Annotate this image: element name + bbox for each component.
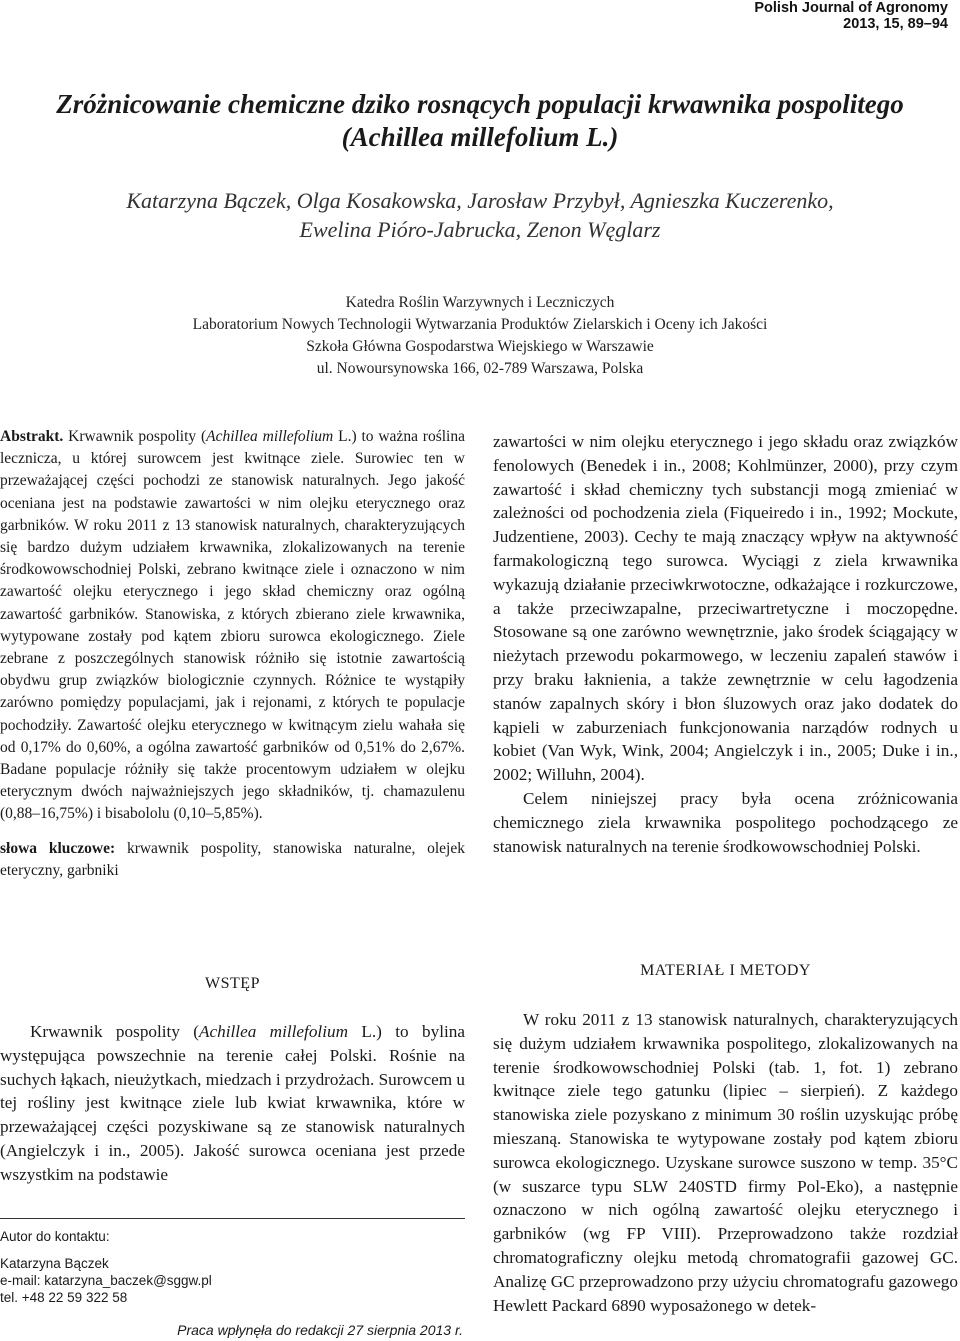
contact-footnote [0, 1228, 465, 1306]
title-line-1: Zróżnicowanie chemiczne dziko rosnących populacji krwawnika pospolitego [56, 89, 904, 119]
keywords [0, 838, 465, 882]
authors-line-1: Katarzyna Bączek, Olga Kosakowska, Jarosław Przybył, Agnieszka Kuczerenko, [126, 188, 834, 213]
intro-paragraph [0, 1020, 465, 1187]
methods-column [493, 1008, 958, 1317]
abstract-text-2: L.) to ważna roślina lecznicza, u której surowcem jest kwitnące ziele. Surowiec ten w przeważającej części pochodzi ze stanowisk naturalnych. Jego jakość oceniana jest na podstawie zawartości w nim olejku eterycznego oraz garbników. W roku 2011 z 13 stanowisk naturalnych, charakteryzujących się bardzo dużym udziałem krwawnika, zlokalizowanych na terenie środkowowschodniej Polski, zebrano kwitnące ziele i oznaczono w nim zawartość olejku eterycznego i jego skład chemiczny oraz ogólną zawartość garbników. Stanowiska, z których zbierano ziele krwawnika, wytypowane zostały pod kątem zbioru surowca ekologicznego. Ziele zebrane z poszczególnych stanowisk różniło się istotnie zawartością obydwu grup związków biologicznie czynnych. Różnice te wystąpiły zarówno pomiędzy populacjami, jak i rejonami, z których te populacje pochodziły. Zawartość olejku eterycznego w kwitnącym zielu wahała się od 0,17% do 0,60%, a ogólna zawartość garbników od 0,51% do 2,67%. Badane populacje różniły się także procentowym udziałem w olejku eterycznym dwóch najważniejszych jego składników, tj. chamazulenu (0,88–16,75%) i bisabololu (0,10–5,85%). [0, 428, 465, 823]
keywords-text: krwawnik pospolity, stanowiska naturalne, olejek eteryczny, garbniki [0, 839, 465, 879]
title-line-2: (Achillea millefolium L.) [341, 122, 619, 152]
aim-paragraph: Celem niniejszej pracy była ocena zróżnicowania chemicznego ziela krwawnika pospolitego pochodzącego ze stanowisk naturalnych na terenie środkowowschodniej Polski. [493, 788, 958, 856]
received-date: Praca wpłynęła do redakcji 27 sierpnia 2013 r. [177, 1322, 463, 1338]
affiliation [0, 292, 960, 380]
intro-text-1: Krwawnik pospolity ( [30, 1022, 200, 1041]
section-heading-methods: MATERIAŁ I METODY [640, 962, 811, 979]
abstract-paragraph [0, 426, 465, 826]
contact-phone: tel. +48 22 59 322 58 [0, 1290, 128, 1305]
affiliation-line-3: Szkoła Główna Gospodarstwa Wiejskiego w Warszawie [306, 338, 654, 355]
footnote-divider [0, 1218, 465, 1219]
keywords-label: słowa kluczowe: [0, 839, 116, 857]
section-heading-intro: WSTĘP [205, 975, 260, 992]
paper-title [0, 88, 960, 154]
affiliation-line-2: Laboratorium Nowych Technologii Wytwarzania Produktów Zielarskich i Oceny ich Jakości [192, 316, 768, 333]
abstract-text-1: Krwawnik pospolity ( [63, 428, 207, 445]
intro-species: Achillea millefolium [199, 1022, 348, 1041]
authors-line-2: Ewelina Pióro-Jabrucka, Zenon Węglarz [299, 217, 661, 242]
affiliation-line-4: ul. Nowoursynowska 166, 02-789 Warszawa, Polska [316, 360, 644, 377]
journal-header [754, 0, 948, 32]
right-column-intro [493, 430, 958, 858]
journal-issue: 2013, 15, 89–94 [843, 16, 948, 32]
abstract-label: Abstrakt. [0, 428, 64, 445]
methods-paragraph: W roku 2011 z 13 stanowisk naturalnych, charakteryzujących się dużym udziałem krwawnika pospolitego, zlokalizowanych na terenie środkowowschodniej Polski (tab. 1, fot. 1) zebrano kwitnące ziele tego gatunku (lipiec – sierpień). Z każdego stanowiska ziele pozyskano z minimum 30 roślin uzyskując próbę mieszaną. Stanowiska te wytypowane zostały pod kątem zbioru surowca ekologicznego. Uzyskane surowce suszono w temp. 35°C (w suszarce typu SLW 240STD firmy Pol-Eko), a następnie oznaczono w nich ogólną zawartość olejku eterycznego i garbników (wg FP VIII). Przeprowadzono także rozdział chromatograficzny olejku metodą chromatografii gazowej GC. Analizę GC przeprowadzono przy użyciu chromatografu gazowego Hewlett Packard 6890 wyposażonego w detek- [493, 1010, 958, 1315]
journal-name: Polish Journal of Agronomy [754, 0, 948, 16]
contact-label: Autor do kontaktu: [0, 1229, 110, 1244]
author-list [0, 186, 960, 244]
intro-column [0, 1020, 465, 1187]
intro-continued-paragraph: zawartości w nim olejku eterycznego i jego składu oraz związków fenolowych (Benedek i in., 2008; Kohlmünzer, 2000), przy czym zawartość i skład chemiczny tych substancji mogą zmieniać w zależności od pochodzenia ziela (Fiqueiredo i in., 1992; Mockute, Judzentiene, 2003). Cechy te mają znaczący wpływ na aktywność farmakologiczną tego surowca. Wyciągi z ziela krwawnika wykazują działanie przeciwkrwotoczne, odkażające i rozkurczowe, a także przeciwzapalne, przeciwartretyczne i moczopędne. Stosowane są one zarówno wewnętrznie, jako środek ściągający w nieżytach przewodu pokarmowego, w leczeniu zapaleń stawów i przy braku łaknienia, a także zewnętrznie w celu łagodzenia stanów zapalnych skóry i błon śluzowych oraz jako dodatek do kąpieli w zaburzeniach funkcjonowania narządów rodnych u kobiet (Van Wyk, Wink, 2004; Angielczyk i in., 2005; Duke i in., 2002; Willuhn, 2004). [493, 432, 958, 785]
contact-name: Katarzyna Bączek [0, 1256, 109, 1271]
contact-email: e-mail: katarzyna_baczek@sggw.pl [0, 1273, 212, 1288]
intro-text-2: L.) to bylina występująca powszechnie na terenie całej Polski. Rośnie na suchych łąkach, nieużytkach, miedzach i przydrożach. Surowcem u tej rośliny jest kwitnące ziele lub kwiat krwawnika, które w przeważającej części pozyskiwane są ze stanowisk naturalnych (Angielczyk i in., 2005). Jakość surowca oceniana jest przede wszystkim na podstawie [0, 1022, 465, 1184]
abstract-column [0, 426, 465, 882]
affiliation-line-1: Katedra Roślin Warzywnych i Leczniczych [345, 294, 615, 311]
abstract-species: Achillea millefolium [206, 428, 334, 445]
